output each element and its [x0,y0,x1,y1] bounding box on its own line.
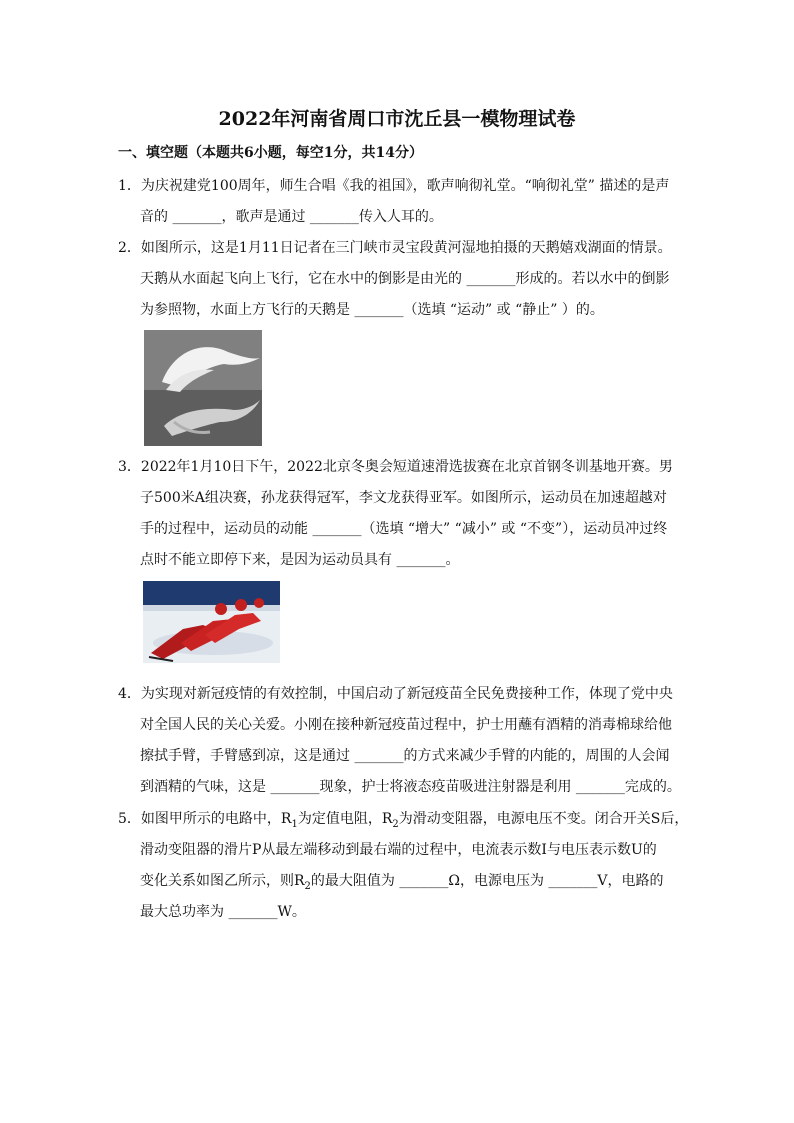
q5-line-2: 滑动变阻器的滑片P从最左端移动到最右端的过程中，电流表示数I与电压表示数U的 [140,842,657,858]
q4-line-3: 擦拭手臂，手臂感到凉，这是通过 _______的方式来减少手臂的内能的，周围的人会闻 [140,748,670,764]
q3-line-3: 手的过程中，运动员的动能 _______（选填 “增大” “减小” 或 “不变”），运动员冲过终 [140,521,668,537]
swan-photo [144,330,262,446]
q1-line-1: 1．为庆祝建党100周年，师生合唱《我的祖国》，歌声响彻礼堂。“响彻礼堂” 描述的是声 [118,178,670,194]
q4-line-4: 到酒精的气味，这是 _______现象，护士将液态疫苗吸进注射器是利用 _______完成的。 [140,779,681,795]
q2-line-2: 天鹅从水面起飞向上飞行，它在水中的倒影是由光的 _______形成的。若以水中的倒影 [140,271,670,287]
section-heading: 一、填空题（本题共6小题，每空1分，共14分） [118,145,423,161]
page-title: 2022年河南省周口市沈丘县一模物理试卷 [218,108,576,130]
q2-line-3: 为参照物，水面上方飞行的天鹅是 _______（选填 “运动” 或 “静止” ）的。 [140,302,604,318]
q3-line-1: 3．2022年1月10日下午，2022北京冬奥会短道速滑选拔赛在北京首钢冬训基地开赛。男 [118,459,673,475]
q5-line-1: 5．如图甲所示的电路中，$R_1$为定值电阻，$R_2$为滑动变阻器，电源电压不变。闭合开关S后， [118,811,689,830]
q4-line-2: 对全国人民的关心关爱。小刚在接种新冠疫苗过程中，护士用蘸有酒精的消毒棉球给他 [140,717,672,733]
q2-line-1: 2．如图所示，这是1月11日记者在三门峡市灵宝段黄河湿地拍摄的天鹅嬉戏湖面的情景。 [118,240,672,256]
q3-line-2: 子500米A组决赛，孙龙获得冠军，李文龙获得亚军。如图所示，运动员在加速超越对 [140,490,667,506]
q3-line-4: 点时不能立即停下来，是因为运动员具有 _______。 [140,552,460,568]
q5-line-4: 最大总功率为 _______W。 [140,904,306,920]
q1-line-2: 音的 _______，歌声是通过 _______传入人耳的。 [140,209,443,225]
q5-line-3: 变化关系如图乙所示，则$R_2$的最大阻值为 _______Ω，电源电压为 _______V，电路的 [140,873,664,892]
q4-line-1: 4．为实现对新冠疫情的有效控制，中国启动了新冠疫苗全民免费接种工作，体现了党中央 [118,686,673,702]
speed-skating-photo [143,581,280,663]
